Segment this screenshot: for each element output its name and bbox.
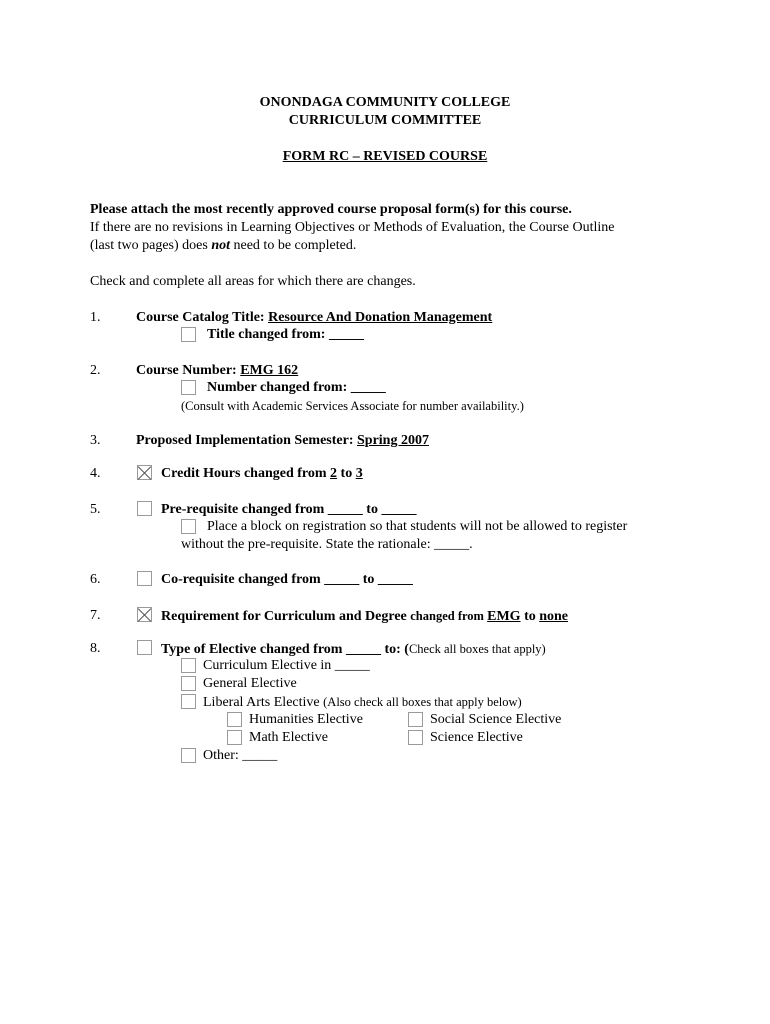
humanities-label: Humanities Elective: [249, 712, 363, 727]
requirement-to: none: [539, 609, 569, 624]
credit-hours-checkbox[interactable]: [137, 465, 152, 480]
number-changed-checkbox[interactable]: [181, 380, 196, 395]
institution-name: ONONDAGA COMMUNITY COLLEGE: [259, 95, 511, 110]
semester-value: Spring 2007: [357, 433, 429, 448]
title-changed-checkbox[interactable]: [181, 327, 196, 342]
registration-block-line-1: Place a block on registration so that students will not be allowed to register: [207, 519, 628, 534]
credit-hours-to: 3: [355, 466, 363, 481]
requirement-from: EMG: [487, 609, 521, 624]
math-checkbox[interactable]: [227, 730, 242, 745]
prerequisite-checkbox[interactable]: [137, 501, 152, 516]
corequisite-label: Co-requisite changed from _____ to _____: [161, 572, 413, 587]
revisions-line-2: (last two pages) does not need to be completed.: [90, 238, 357, 253]
science-checkbox[interactable]: [408, 730, 423, 745]
general-elective-label: General Elective: [203, 676, 297, 691]
check-instruction: Check and complete all areas for which there are changes.: [90, 274, 416, 289]
other-elective-checkbox[interactable]: [181, 748, 196, 763]
elective-type-label: Type of Elective changed from _____ to: (Check all boxes that apply): [161, 642, 546, 657]
curriculum-elective-checkbox[interactable]: [181, 658, 196, 673]
liberal-arts-checkbox[interactable]: [181, 694, 196, 709]
item-number-6: 6.: [90, 572, 101, 587]
item-number-2: 2.: [90, 363, 101, 378]
requirement-label: Requirement for Curriculum and Degree changed from EMG to none: [161, 609, 569, 624]
credit-hours-label: Credit Hours changed from 2 to 3: [161, 466, 363, 481]
elective-type-checkbox[interactable]: [137, 640, 152, 655]
prerequisite-label: Pre-requisite changed from _____ to _____: [161, 502, 417, 517]
liberal-arts-label: Liberal Arts Elective (Also check all boxes that apply below): [203, 695, 522, 710]
course-number: Course Number: EMG 162: [136, 363, 299, 378]
social-science-label: Social Science Elective: [430, 712, 562, 727]
item-number-4: 4.: [90, 466, 101, 481]
registration-block-checkbox[interactable]: [181, 519, 196, 534]
item-number-7: 7.: [90, 608, 101, 623]
item-number-1: 1.: [90, 310, 101, 325]
revisions-line-1: If there are no revisions in Learning Objectives or Methods of Evaluation, the Course Outline: [90, 220, 615, 235]
implementation-semester: Proposed Implementation Semester: Spring 2007: [136, 433, 429, 448]
item-number-5: 5.: [90, 502, 101, 517]
attach-notice: Please attach the most recently approved course proposal form(s) for this course.: [90, 202, 572, 217]
item-number-3: 3.: [90, 433, 101, 448]
corequisite-checkbox[interactable]: [137, 571, 152, 586]
title-changed-label: Title changed from: _____: [207, 327, 364, 342]
credit-hours-from: 2: [330, 466, 338, 481]
social-science-checkbox[interactable]: [408, 712, 423, 727]
form-title: FORM RC – REVISED COURSE: [282, 149, 488, 164]
general-elective-checkbox[interactable]: [181, 676, 196, 691]
registration-block-line-2: without the pre-requisite. State the rationale: _____.: [181, 537, 473, 552]
curriculum-elective-label: Curriculum Elective in _____: [203, 658, 370, 673]
course-title-value: Resource And Donation Management: [268, 310, 493, 325]
not-emphasis: not: [211, 238, 230, 253]
course-catalog-title: Course Catalog Title: Resource And Donation Management: [136, 310, 493, 325]
course-number-value: EMG 162: [240, 363, 299, 378]
other-elective-label: Other: _____: [203, 748, 278, 763]
item-number-8: 8.: [90, 641, 101, 656]
number-availability-note: (Consult with Academic Services Associate for number availability.): [181, 399, 524, 413]
science-label: Science Elective: [430, 730, 523, 745]
humanities-checkbox[interactable]: [227, 712, 242, 727]
math-label: Math Elective: [249, 730, 328, 745]
committee-name: CURRICULUM COMMITTEE: [288, 113, 482, 128]
number-changed-label: Number changed from: _____: [207, 380, 386, 395]
requirement-checkbox[interactable]: [137, 607, 152, 622]
